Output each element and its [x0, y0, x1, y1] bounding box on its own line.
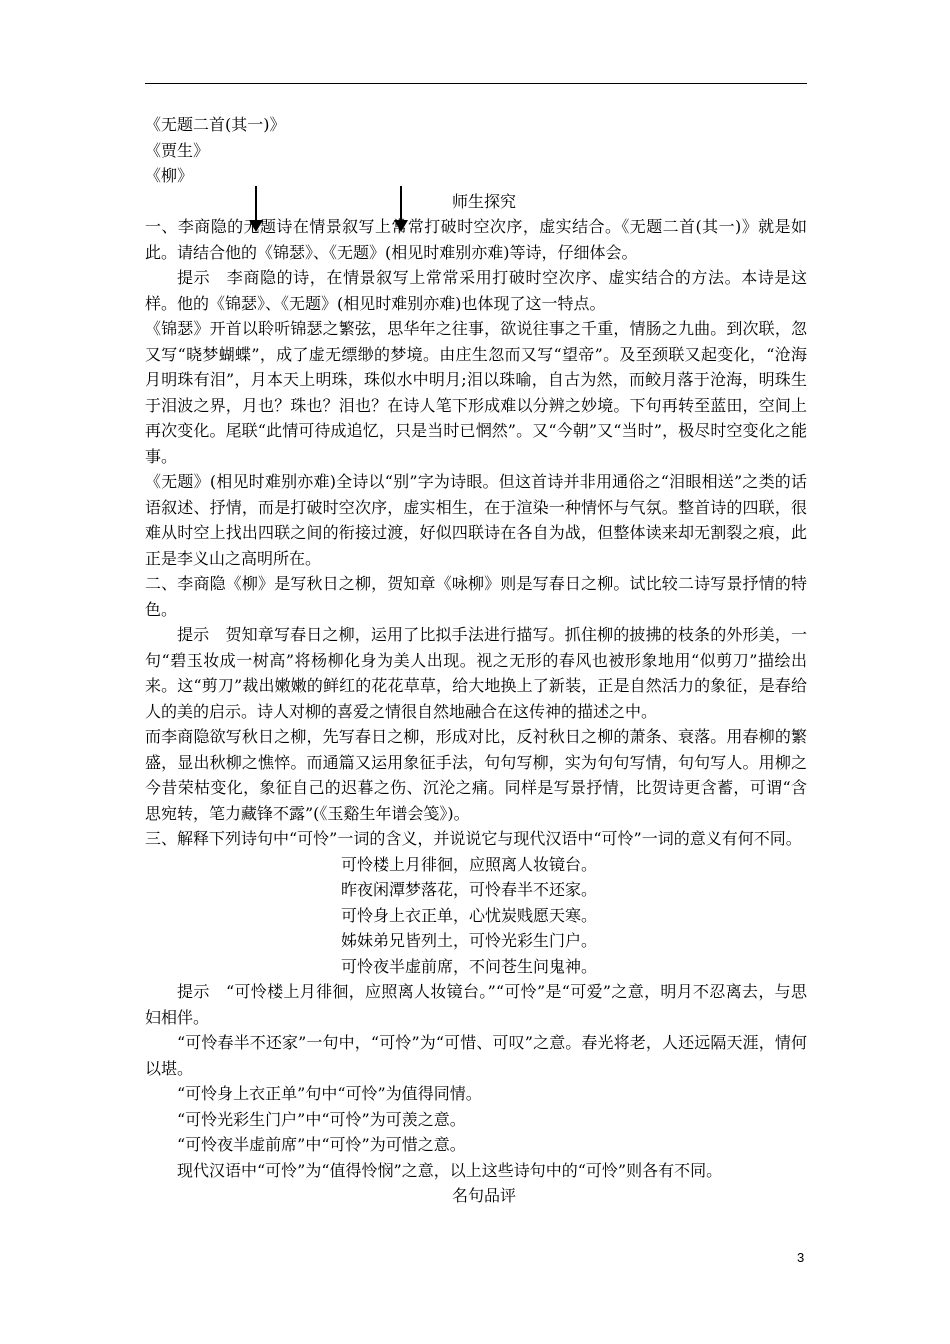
poem-line: 姊妹弟兄皆列土，可怜光彩生门户。: [341, 931, 598, 950]
question-3: 三、解释下列诗句中“可怜”一词的含义，并说说它与现代汉语中“可怜”一词的意义有何不同。: [145, 829, 802, 848]
hint-2: 提示 贺知章写春日之柳，运用了比拟手法进行描写。抓住柳的披拂的枝条的外形美，一句“碧玉妆成一树高”将杨柳化身为美人出现。视之无形的春风也被形象地用“似剪刀”描绘出来。这“剪刀”裁出嫩嫩的鲜红的花花草草，给大地换上了新装，正是自然活力的象征，是春给人的美的启示。诗人对柳的喜爱之情很自然地融合在这传神的描述之中。: [145, 625, 807, 721]
answer-line: “可怜身上衣正单”句中“可怜”为值得同情。: [177, 1084, 482, 1103]
poem-line: 可怜身上衣正单，心忧炭贱愿天寒。: [341, 905, 598, 925]
answer-line: 现代汉语中“可怜”为“值得怜悯”之意，以上这些诗句中的“可怜”则各有不同。: [177, 1160, 723, 1180]
question-2: 二、李商隐《柳》是写秋日之柳，贺知章《咏柳》则是写春日之柳。试比较二诗写景抒情的特色。: [145, 574, 807, 619]
hint-3: 提示 “可怜楼上月徘徊，应照离人妆镜台。”“可怜”是“可爱”之意，明月不忍离去，与思妇相伴。: [145, 982, 807, 1027]
footer-heading: 名句品评: [451, 1186, 516, 1205]
document-body: [145, 112, 807, 1209]
section-heading: 师生探究: [451, 191, 516, 211]
paragraph-jinse: 《锦瑟》开首以聆听锦瑟之繁弦，思华年之往事，欲说往事之千重，情肠之九曲。到次联，忽又写“晓梦蝴蝶”，成了虚无缥缈的梦境。由庄生忽而又写“望帝”。及至颈联又起变化，“沧海月明珠有泪”，月本天上明珠，珠似水中明月;泪以珠喻，自古为然，而鲛月落于沧海，明珠生于泪波之界，月也？珠也？泪也？在诗人笔下形成难以分辨之妙境。下句再转至蓝田，空间上再次变化。尾联“此情可待成追忆，只是当时已惘然”。又“今朝”又“当时”，极尽时空变化之能事。: [145, 319, 807, 466]
header-rule: [145, 83, 807, 84]
paragraph-wuti: 《无题》(相见时难别亦难)全诗以“别”字为诗眼。但这首诗并非用通俗之“泪眼相送”之类的话语叙述、抒情，而是打破时空次序，虚实相生，在于渲染一种情怀与气氛。整首诗的四联，很难从时空上找出四联之间的衔接过渡，好似四联诗在各自为战，但整体读来却无割裂之痕，此正是李义山之高明所在。: [145, 472, 807, 568]
poem-line: 可怜夜半虚前席，不问苍生问鬼神。: [341, 956, 598, 976]
answer-line: “可怜春半不还家”一句中，“可怜”为“可惜、可叹”之意。春光将老，人还远隔天涯，情何以堪。: [145, 1033, 807, 1078]
poem-title: 《柳》: [145, 166, 194, 185]
paragraph-liu: 而李商隐欲写秋日之柳，先写春日之柳，形成对比，反衬秋日之柳的萧条、衰落。用春柳的繁盛，显出秋柳之憔悴。而通篇又运用象征手法，句句写柳，实为句句写情，句句写人。用柳之今昔荣枯变化，象征自己的迟暮之伤、沉沦之痛。同样是写景抒情，比贺诗更含蓄，可谓“含思宛转，笔力藏锋不露”(《玉谿生年谱会笺》)。: [145, 727, 807, 823]
poem-title: 《贾生》: [145, 140, 210, 160]
poem-line: 可怜楼上月徘徊，应照离人妆镜台。: [341, 854, 598, 874]
question-1: 一、李商隐的无题诗在情景叙写上常常打破时空次序，虚实结合。《无题二首(其一)》就是如此。请结合他的《锦瑟》、《无题》(相见时难别亦难)等诗，仔细体会。: [145, 217, 807, 262]
answer-line: “可怜光彩生门户”中“可怜”为可羡之意。: [177, 1109, 466, 1129]
answer-line: “可怜夜半虚前席”中“可怜”为可惜之意。: [177, 1135, 466, 1154]
poem-line: 昨夜闲潭梦落花，可怜春半不还家。: [341, 880, 598, 899]
poem-title: 《无题二首(其一)》: [145, 115, 286, 134]
hint-1: 提示 李商隐的诗，在情景叙写上常常采用打破时空次序、虚实结合的方法。本诗是这样。他的《锦瑟》、《无题》(相见时难别亦难)也体现了这一特点。: [145, 268, 807, 313]
page-number: 3: [797, 1250, 805, 1265]
